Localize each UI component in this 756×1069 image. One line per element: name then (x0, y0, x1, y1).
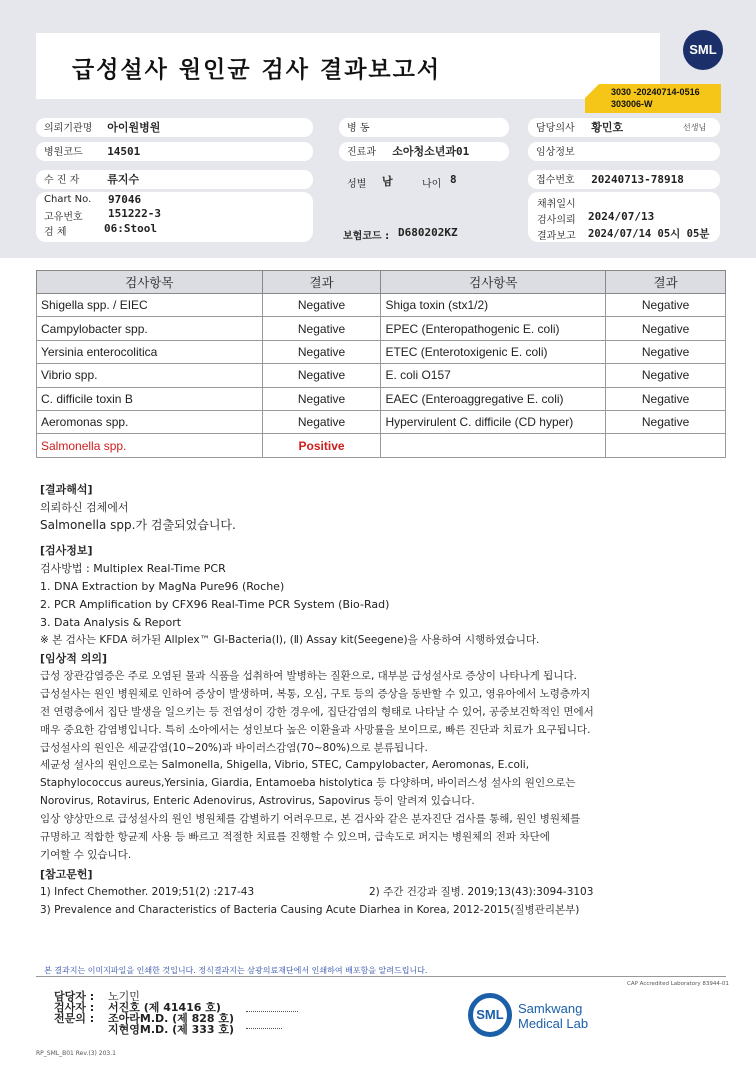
references-row1 (40, 884, 594, 902)
references-section (40, 866, 594, 920)
table-row (37, 410, 726, 433)
col-test-item-left: 검사항목 (37, 271, 263, 294)
specimen-value: 06:Stool (104, 222, 157, 235)
clinical-line: 급성설사의 원인은 세균감염(10~20%)과 바이러스감염(70~80%)으로 분류됩니다. (40, 741, 428, 754)
test-name: Shiga toxin (stx1/2) (381, 294, 606, 317)
doctor-label: 담당의사 (536, 123, 575, 134)
hospital-code-value: 14501 (107, 145, 141, 158)
tester-label: 검사자 : (54, 1001, 95, 1014)
clinical-line: Staphylococcus aureus,Yersinia, Giardia, Entamoeba histolytica 등 다양하며, 바이러스성 설사의 원인으로는 (40, 777, 576, 790)
test-info-section (40, 542, 539, 649)
sex-value: 남 (382, 175, 393, 188)
clinical-line: Norovirus, Rotavirus, Enteric Adenovirus, Astrovirus, Sapovirus 등이 알려져 있습니다. (40, 795, 475, 808)
institution-value: 아이원병원 (107, 121, 161, 134)
dept-field (339, 142, 509, 161)
clinical-info-field (528, 142, 720, 161)
test-result: Negative (606, 294, 726, 317)
doctor-suffix: 선생님 (683, 123, 707, 132)
accession-field (528, 170, 720, 189)
test-name: Shigella spp. / EIEC (37, 294, 263, 317)
form-code: RP_SML_B01 Rev.(3) 203.1 (36, 1050, 116, 1057)
test-result: Negative (262, 364, 381, 387)
institution-field (36, 118, 313, 137)
test-result: Negative (606, 340, 726, 363)
test-name: Vibrio spp. (37, 364, 263, 387)
interpretation-section (40, 481, 236, 535)
table-row (37, 364, 726, 387)
specialist-2: 지현영M.D. (제 333 호) (108, 1023, 235, 1036)
test-name (381, 434, 606, 457)
interpretation-line1: 의뢰하신 검체에서 (40, 500, 129, 514)
ward-field (339, 118, 509, 137)
results-header-row (37, 271, 726, 294)
test-note: ※ 본 검사는 KFDA 허가된 Allplex™ GI-Bacteria(Ⅰ), (Ⅱ) Assay kit(Seegene)을 사용하여 시행하였습니다. (40, 633, 540, 646)
test-name-positive: Salmonella spp. (37, 434, 263, 457)
ward-label: 병 동 (347, 123, 370, 134)
clinical-line: 임상 양상만으로 급성설사의 원인 병원체를 감별하기 어려우므로, 본 검사와 같은 분자진단 검사를 통해, 원인 병원체를 (40, 813, 581, 826)
manager-name: 노기민 (108, 990, 140, 1003)
test-name: Aeromonas spp. (37, 410, 263, 433)
institution-label: 의뢰기관명 (44, 123, 93, 134)
table-row (37, 340, 726, 363)
table-row-positive (37, 434, 726, 457)
test-name: ETEC (Enterotoxigenic E. coli) (381, 340, 606, 363)
title-box (36, 33, 660, 99)
test-step2: 2. PCR Amplification by CFX96 Real-Time PCR System (Bio-Rad) (40, 597, 390, 611)
dept-value: 소아청소년과01 (392, 145, 470, 158)
col-test-item-right: 검사항목 (381, 271, 606, 294)
test-name: Yersinia enterocolitica (37, 340, 263, 363)
age-label: 나이 (422, 179, 442, 190)
test-name: C. difficile toxin B (37, 387, 263, 410)
test-name: Campylobacter spp. (37, 317, 263, 340)
image-notice: 본 결과지는 이미지파일을 인쇄한 것입니다. 정식결과지는 삼광의료재단에서 인쇄하여 배포함을 알려드립니다. (44, 966, 428, 975)
code-badge-notch (585, 84, 599, 98)
specialist-label: 전문의 : (54, 1012, 95, 1025)
patient-name-label: 수 진 자 (44, 175, 80, 186)
tester-signature (246, 1004, 298, 1012)
report-code-line1: 3030 -20240714-0516 (611, 87, 700, 97)
insurance-value: D680202KZ (398, 226, 458, 239)
chart-no-value: 97046 (108, 193, 142, 206)
test-method: 검사방법 : Multiplex Real-Time PCR (40, 561, 226, 575)
lab-name-line1: Samkwang (518, 1001, 583, 1016)
clinical-line: 급성 장관감염증은 주로 오염된 물과 식품을 섭취하여 발병하는 질환으로, 대부분 급성설사로 증상이 나타나게 됩니다. (40, 669, 577, 682)
lab-name-line2: Medical Lab (518, 1016, 589, 1031)
patient-name-field (36, 170, 313, 189)
clinical-line: 세균성 설사의 원인으로는 Salmonella, Shigella, Vibrio, STEC, Campylobacter, Aeromonas, E.coli, (40, 759, 530, 772)
manager-label: 담당자 : (54, 990, 95, 1003)
clinical-line: 급성설사는 원인 병원체로 인하여 증상이 발생하며, 복통, 오심, 구토 등의 증상을 동반할 수 있고, 영유아에서 노령층까지 (40, 687, 591, 700)
reference-1: 1) Infect Chemother. 2019;51(2) :217-43 (40, 885, 255, 898)
test-result: Negative (606, 387, 726, 410)
tester-name: 서진호 (제 41416 호) (108, 1001, 221, 1014)
interpretation-line2: Salmonella spp.가 검출되었습니다. (40, 517, 236, 532)
clinical-info-label: 임상정보 (536, 147, 575, 158)
clinical-line: 기여할 수 있습니다. (40, 848, 132, 861)
request-label: 검사의뢰 (537, 215, 576, 226)
test-result-positive: Positive (262, 434, 381, 457)
clinical-line: 전 연령층에서 집단 발생을 일으키는 등 전염성이 강한 경우에, 집단감염의 형태로 나타날 수 있어, 공중보건학적인 면에서 (40, 705, 594, 718)
request-value: 2024/07/13 (588, 210, 655, 223)
test-result: Negative (262, 294, 381, 317)
unique-no-label: 고유번호 (44, 212, 83, 223)
table-row (37, 294, 726, 317)
accession-value: 20240713-78918 (591, 173, 684, 186)
test-result: Negative (262, 317, 381, 340)
patient-name-value: 류지수 (107, 173, 140, 186)
test-info-heading: [검사정보] (40, 544, 93, 557)
col-result-left: 결과 (262, 271, 381, 294)
report-label: 결과보고 (537, 231, 576, 242)
test-result: Negative (606, 410, 726, 433)
test-result: Negative (606, 364, 726, 387)
hospital-code-field (36, 142, 313, 161)
dept-label: 진료과 (347, 147, 376, 158)
footer-divider (36, 976, 726, 977)
test-name: E. coli O157 (381, 364, 606, 387)
sex-label: 성별 (347, 179, 367, 190)
reference-2: 2) 주간 건강과 질병. 2019;13(43):3094-3103 (369, 885, 594, 898)
specialist-1: 조아라M.D. (제 828 호) (108, 1012, 235, 1025)
specialist-signature (246, 1021, 282, 1029)
report-value: 2024/07/14 05시 05분 (588, 228, 710, 240)
unique-no-value: 151222-3 (108, 207, 161, 220)
page-title: 급성설사 원인균 검사 결과보고서 (72, 57, 442, 83)
interpretation-heading: [결과해석] (40, 483, 93, 496)
test-result: Negative (606, 317, 726, 340)
hospital-code-label: 병원코드 (44, 147, 83, 158)
cap-accreditation: CAP Accredited Laboratory 83944-01 (627, 981, 729, 987)
table-row (37, 317, 726, 340)
reference-3: 3) Prevalence and Characteristics of Bacteria Causing Acute Diarhea in Korea, 2012-2015(질병관리본부) (40, 903, 580, 916)
samkwang-logo-icon: SML (468, 993, 512, 1037)
test-step1: 1. DNA Extraction by MagNa Pure96 (Roche) (40, 579, 285, 593)
results-table (36, 270, 726, 458)
clinical-meaning-section (40, 650, 594, 865)
doctor-field (528, 118, 720, 137)
table-row (37, 387, 726, 410)
clinical-line: 규명하고 적합한 항균제 사용 등 빠르고 적절한 치료를 진행할 수 있으며, 급속도로 퍼지는 병원체의 전파 차단에 (40, 831, 550, 844)
chart-no-label: Chart No. (44, 194, 92, 205)
specimen-label: 검 체 (44, 227, 67, 238)
test-step3: 3. Data Analysis & Report (40, 615, 182, 629)
test-result (606, 434, 726, 457)
test-name: EPEC (Enteropathogenic E. coli) (381, 317, 606, 340)
accession-label: 접수번호 (536, 175, 575, 186)
references-heading: [참고문헌] (40, 868, 93, 881)
sml-logo: SML (683, 30, 723, 70)
clinical-meaning-heading: [임상적 의의] (40, 652, 108, 665)
report-code-line2: 303006-W (611, 99, 653, 109)
test-name: EAEC (Enteroaggregative E. coli) (381, 387, 606, 410)
test-result: Negative (262, 410, 381, 433)
report-code-badge (585, 84, 721, 113)
test-result: Negative (262, 340, 381, 363)
col-result-right: 결과 (606, 271, 726, 294)
age-value: 8 (450, 173, 457, 186)
doctor-value: 황민호 (591, 121, 624, 134)
collect-label: 채취일시 (537, 199, 576, 210)
test-name: Hypervirulent C. difficile (CD hyper) (381, 410, 606, 433)
clinical-line: 매우 중요한 감염병입니다. 특히 소아에서는 성인보다 높은 이환율과 사망률을 보이므로, 빠른 진단과 치료가 요구됩니다. (40, 723, 591, 736)
lab-name (518, 1001, 588, 1031)
insurance-label: 보험코드 : (343, 231, 390, 242)
test-result: Negative (262, 387, 381, 410)
